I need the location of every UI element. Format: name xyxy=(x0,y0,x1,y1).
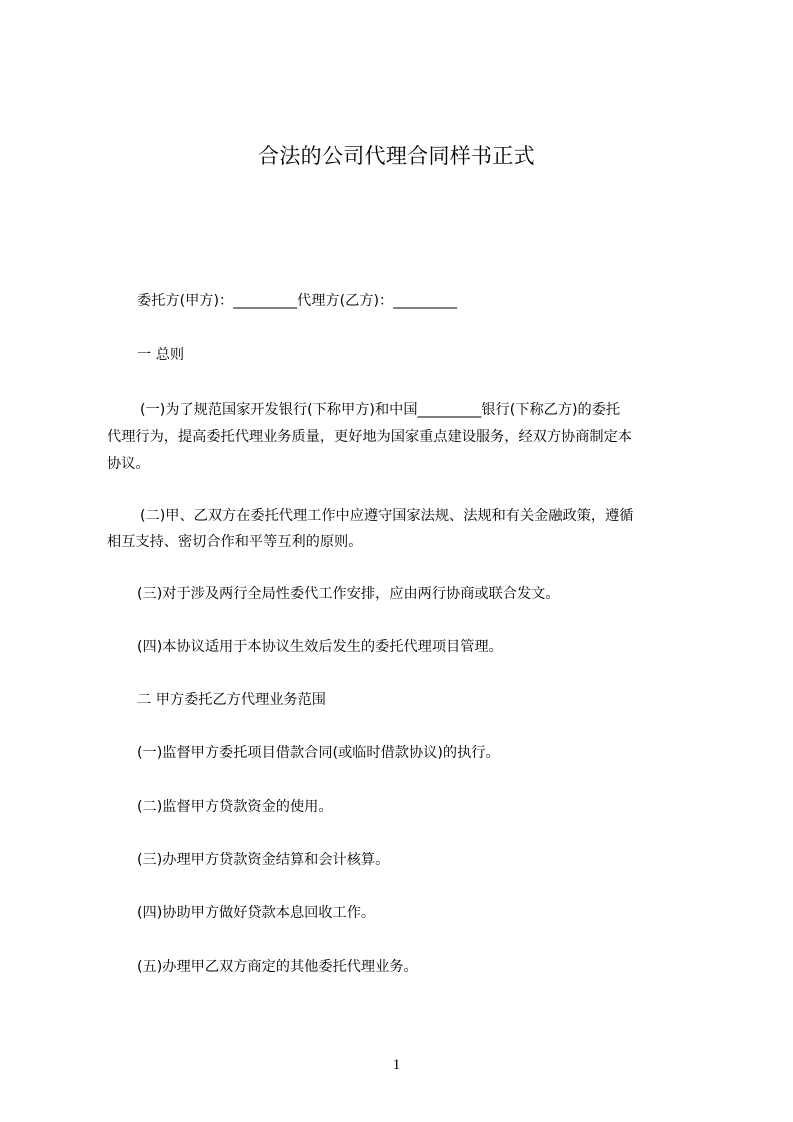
page-number: 1 xyxy=(392,1057,401,1073)
section2-heading: 二 甲方委托乙方代理业务范围 xyxy=(137,692,326,708)
s1-para1-line3: 协议。 xyxy=(107,456,150,472)
s2-item-2: (二)监督甲方贷款资金的使用。 xyxy=(137,799,333,815)
s1-para1-line2: 代理行为，提高委托代理业务质量，更好地为国家重点建设服务，经双方协商制定本 xyxy=(107,429,632,445)
document-title: 合法的公司代理合同样书正式 xyxy=(258,144,535,168)
s1-para2-line1: (二)甲、乙双方在委托代理工作中应遵守国家法规、法规和有关金融政策，遵循 xyxy=(140,508,634,524)
s2-item-5: (五)办理甲乙双方商定的其他委托代理业务。 xyxy=(137,959,418,975)
section1-heading: 一 总则 xyxy=(137,347,185,363)
s1-para4: (四)本协议适用于本协议生效后发生的委托代理项目管理。 xyxy=(137,639,503,655)
s2-item-4: (四)协助甲方做好贷款本息回收工作。 xyxy=(137,905,376,921)
s2-item-1: (一)监督甲方委托项目借款合同(或临时借款协议)的执行。 xyxy=(137,745,500,761)
s1-para1-line1: (一)为了规范国家开发银行(下称甲方)和中国_________银行(下称乙方)的委托 xyxy=(140,402,621,418)
s1-para2-line2: 相互支持、密切合作和平等互利的原则。 xyxy=(107,534,363,550)
s2-item-3: (三)办理甲方贷款资金结算和会计核算。 xyxy=(137,852,390,868)
parties-line: 委托方(甲方)：_________代理方(乙方)：_________ xyxy=(137,293,458,309)
s1-para3: (三)对于涉及两行全局性委代工作安排，应由两行协商或联合发文。 xyxy=(137,586,560,602)
